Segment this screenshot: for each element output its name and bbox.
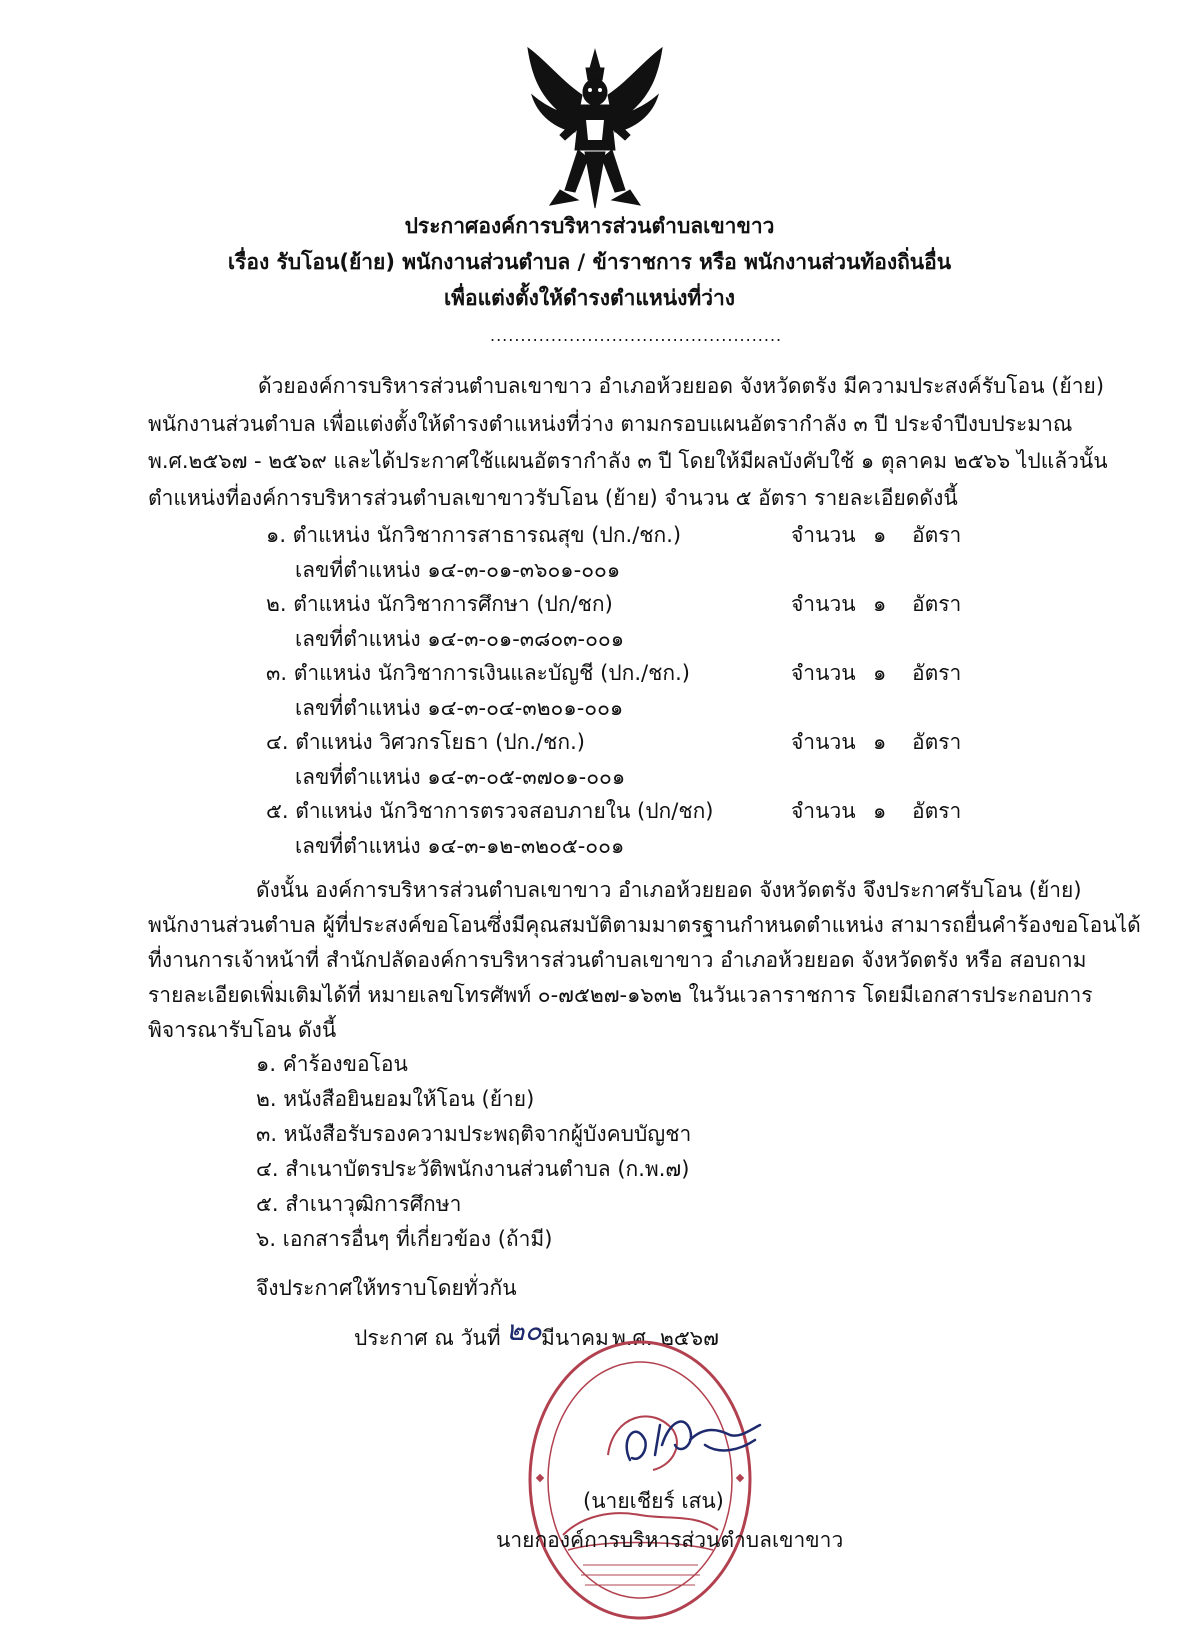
position-qty-label: จำนวน — [791, 661, 856, 685]
date-year-prefix: พ.ศ. — [612, 1326, 653, 1350]
position-code: เลขที่ตำแหน่ง ๑๔-๓-๐๑-๓๖๐๑-๐๐๑ — [295, 558, 621, 582]
body-line-3: ที่งานการเจ้าหน้าที่ สำนักปลัดองค์การบริหารส่วนตำบลเขาขาว อำเภอห้วยยอด จังหวัดตรัง หรือ สอบถาม — [148, 948, 1087, 972]
position-qty-label: จำนวน — [791, 799, 856, 823]
position-unit: อัตรา — [912, 661, 962, 685]
position-code: เลขที่ตำแหน่ง ๑๔-๓-๑๒-๓๒๐๕-๐๐๑ — [295, 834, 625, 858]
position-qty: ๑ — [873, 730, 887, 754]
position-code: เลขที่ตำแหน่ง ๑๔-๓-๐๕-๓๗๐๑-๐๐๑ — [295, 765, 626, 789]
announcement-title: ประกาศองค์การบริหารส่วนตำบลเขาขาว — [404, 214, 775, 238]
position-title: ๕. ตำแหน่ง นักวิชาการตรวจสอบภายใน (ปก/ชก) — [266, 799, 714, 823]
intro-line-1: ด้วยองค์การบริหารส่วนตำบลเขาขาว อำเภอห้วยยอด จังหวัดตรัง มีความประสงค์รับโอน (ย้าย) — [258, 374, 1105, 398]
signer-title: นายกองค์การบริหารส่วนตำบลเขาขาว — [496, 1528, 844, 1552]
position-title: ๒. ตำแหน่ง นักวิชาการศึกษา (ปก/ชก) — [266, 592, 613, 616]
date-prefix: ประกาศ ณ วันที่ — [354, 1326, 501, 1350]
date-year: ๒๕๖๗ — [660, 1326, 719, 1350]
position-qty: ๑ — [873, 799, 887, 823]
date-day: ๒๐ — [506, 1314, 542, 1347]
intro-line-4: ตำแหน่งที่องค์การบริหารส่วนตำบลเขาขาวรับโอน (ย้าย) จำนวน ๕ อัตรา รายละเอียดดังนี้ — [148, 486, 958, 510]
position-title: ๔. ตำแหน่ง วิศวกรโยธา (ปก./ชก.) — [266, 730, 585, 754]
garuda-emblem — [520, 40, 670, 215]
intro-line-2: พนักงานส่วนตำบล เพื่อแต่งตั้งให้ดำรงตำแหน่งที่ว่าง ตามกรอบแผนอัตรากำลัง ๓ ปี ประจำปีงบประมาณ — [148, 412, 1073, 436]
position-unit: อัตรา — [912, 523, 962, 547]
position-code: เลขที่ตำแหน่ง ๑๔-๓-๐๔-๓๒๐๑-๐๐๑ — [295, 696, 624, 720]
official-seal-stamp — [523, 1335, 758, 1625]
position-qty: ๑ — [873, 592, 887, 616]
intro-line-3: พ.ศ.๒๕๖๗ - ๒๕๖๙ และได้ประกาศใช้แผนอัตรากำลัง ๓ ปี โดยให้มีผลบังคับใช้ ๑ ตุลาคม ๒๕๖๖ ไปแล้วนั้น — [148, 449, 1108, 473]
position-unit: อัตรา — [912, 592, 962, 616]
body-line-4: รายละเอียดเพิ่มเติมได้ที่ หมายเลขโทรศัพท์ ๐-๗๕๒๗-๑๖๓๒ ในวันเวลาราชการ โดยมีเอกสารประกอบการ — [148, 983, 1093, 1007]
document-item: ๔. สำเนาบัตรประวัติพนักงานส่วนตำบล (ก.พ.๗) — [256, 1157, 690, 1181]
position-code: เลขที่ตำแหน่ง ๑๔-๓-๐๑-๓๘๐๓-๐๐๑ — [295, 627, 625, 651]
document-item: ๕. สำเนาวุฒิการศึกษา — [256, 1192, 462, 1216]
document-item: ๓. หนังสือรับรองความประพฤติจากผู้บังคบบัญชา — [256, 1122, 692, 1146]
position-unit: อัตรา — [912, 730, 962, 754]
header-divider: ................................................ — [490, 326, 783, 345]
announcement-subject: เรื่อง รับโอน(ย้าย) พนักงานส่วนตำบล / ข้าราชการ หรือ พนักงานส่วนท้องถิ่นอื่น — [227, 250, 952, 274]
handwritten-signature — [610, 1400, 770, 1480]
position-qty-label: จำนวน — [791, 730, 856, 754]
document-item: ๒. หนังสือยินยอมให้โอน (ย้าย) — [256, 1087, 535, 1111]
body-line-5: พิจารณารับโอน ดังนี้ — [148, 1018, 337, 1042]
announcement-purpose: เพื่อแต่งตั้งให้ดำรงตำแหน่งที่ว่าง — [443, 286, 736, 310]
position-qty-label: จำนวน — [791, 592, 856, 616]
position-title: ๓. ตำแหน่ง นักวิชาการเงินและบัญชี (ปก./ชก.) — [266, 661, 690, 685]
position-unit: อัตรา — [912, 799, 962, 823]
document-item: ๑. คำร้องขอโอน — [256, 1052, 408, 1076]
position-qty: ๑ — [873, 523, 887, 547]
closing-statement: จึงประกาศให้ทราบโดยทั่วกัน — [256, 1276, 517, 1300]
position-qty: ๑ — [873, 661, 887, 685]
date-month: มีนาคม — [541, 1326, 609, 1350]
position-title: ๑. ตำแหน่ง นักวิชาการสาธารณสุข (ปก./ชก.) — [266, 523, 682, 547]
position-qty-label: จำนวน — [791, 523, 856, 547]
body-line-1: ดังนั้น องค์การบริหารส่วนตำบลเขาขาว อำเภอห้วยยอด จังหวัดตรัง จึงประกาศรับโอน (ย้าย) — [256, 878, 1082, 902]
signer-name: (นายเชียร์ เสน) — [583, 1489, 724, 1513]
document-item: ๖. เอกสารอื่นๆ ที่เกี่ยวข้อง (ถ้ามี) — [256, 1227, 553, 1251]
body-line-2: พนักงานส่วนตำบล ผู้ที่ประสงค์ขอโอนซึ่งมีคุณสมบัติตามมาตรฐานกำหนดตำแหน่ง สามารถยื่นคำร้องขอโอนได้ — [148, 913, 1141, 937]
